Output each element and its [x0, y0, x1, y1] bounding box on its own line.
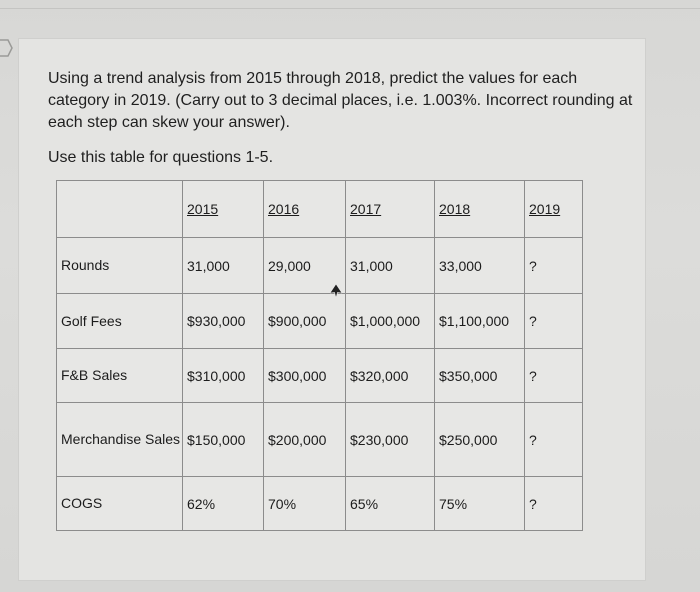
table-row [57, 294, 583, 349]
table-cell: ? [525, 238, 583, 294]
table-cell: 70% [264, 477, 346, 531]
table-cell: ? [525, 349, 583, 403]
table-header-cell: 2017 [346, 181, 435, 238]
table-row [57, 403, 583, 477]
table-cell: ? [525, 403, 583, 477]
question-instruction: Use this table for questions 1-5. [48, 149, 274, 166]
table-header-cell: 2015 [183, 181, 264, 238]
table-cell: $930,000 [183, 294, 264, 349]
table-cell: 62% [183, 477, 264, 531]
collapse-arrow-icon[interactable] [0, 38, 14, 58]
mouse-cursor-icon [330, 284, 342, 298]
table-header-row [57, 181, 583, 238]
table-cell: $350,000 [435, 349, 525, 403]
table-row [57, 238, 583, 294]
table-cell: $150,000 [183, 403, 264, 477]
table-header-cell: 2016 [264, 181, 346, 238]
table-header-cell: 2018 [435, 181, 525, 238]
question-prompt: Using a trend analysis from 2015 through 2018, predict the values for each category in 2019. (Carry out to 3 decimal places, i.e. 1.003%. Incorrect rounding at each step can skew your answer). [48, 70, 633, 131]
table-header-cell [57, 181, 183, 238]
table-cell: ? [525, 294, 583, 349]
table-header-cell: 2019 [525, 181, 583, 238]
table-row [57, 477, 583, 531]
row-label: Rounds [57, 238, 183, 294]
row-label: F&B Sales [57, 349, 183, 403]
table-cell: $310,000 [183, 349, 264, 403]
table-cell: 29,000 [264, 238, 346, 294]
table-cell: ? [525, 477, 583, 531]
table-cell: $230,000 [346, 403, 435, 477]
row-label: Merchandise Sales [57, 403, 183, 477]
table-cell: 31,000 [183, 238, 264, 294]
table-cell: 33,000 [435, 238, 525, 294]
table-cell: $300,000 [264, 349, 346, 403]
table-cell: $320,000 [346, 349, 435, 403]
table-cell: 75% [435, 477, 525, 531]
row-label: Golf Fees [57, 294, 183, 349]
table-cell: 31,000 [346, 238, 435, 294]
table-cell: $200,000 [264, 403, 346, 477]
table-cell: $900,000 [264, 294, 346, 349]
table-row [57, 349, 583, 403]
table-cell: $250,000 [435, 403, 525, 477]
table-cell: $1,000,000 [346, 294, 435, 349]
table-cell: 65% [346, 477, 435, 531]
row-label: COGS [57, 477, 183, 531]
table-cell: $1,100,000 [435, 294, 525, 349]
trend-table [56, 180, 583, 531]
top-divider [0, 8, 700, 9]
